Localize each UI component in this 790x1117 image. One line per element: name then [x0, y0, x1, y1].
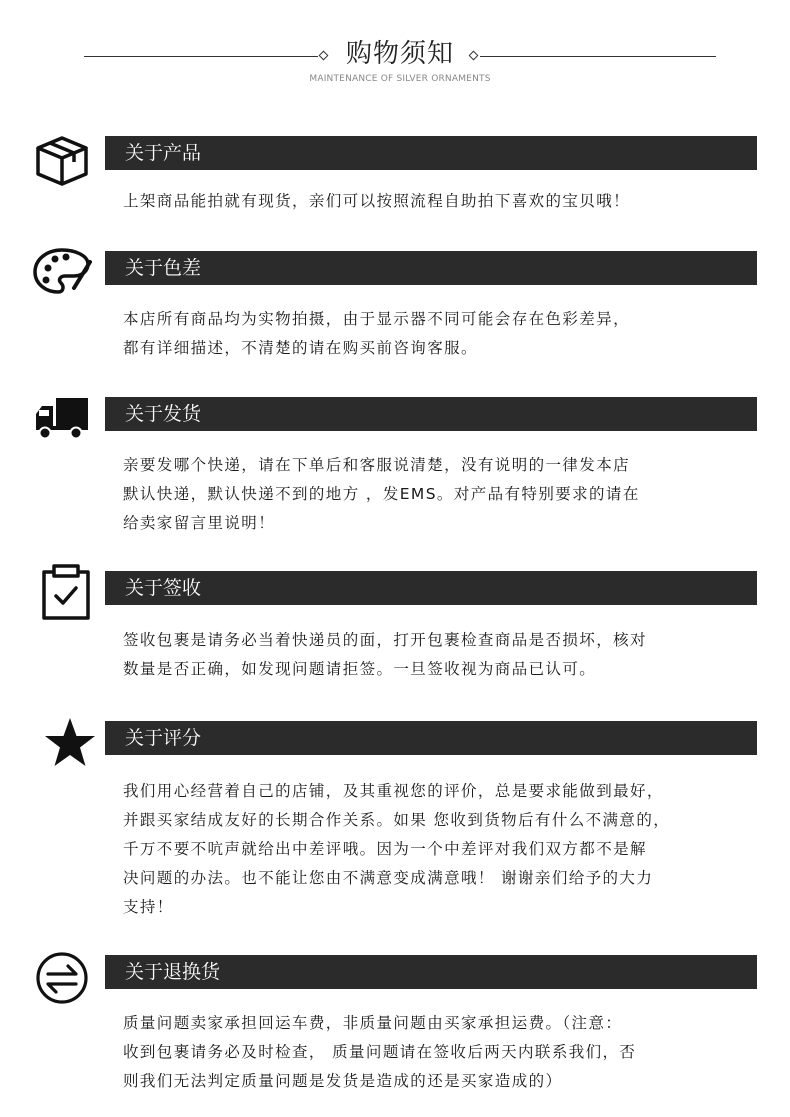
body-line: 收到包裹请务必及时检查， 质量问题请在签收后两天内联系我们，否 [123, 1043, 637, 1061]
section-title-bar [105, 397, 757, 431]
section-title-bar [105, 251, 757, 285]
section-body [123, 626, 763, 684]
body-line: 我们用心经营着自己的店铺，及其重视您的评价，总是要求能做到最好， [123, 782, 664, 800]
body-line: 则我们无法判定质量问题是发货是造成的还是买家造成的） [123, 1072, 563, 1090]
header-divider-right [480, 56, 716, 57]
section-title: 关于产品 [125, 142, 202, 164]
palette-icon [30, 240, 94, 304]
box-icon [30, 128, 94, 192]
star-icon [38, 710, 102, 774]
body-line: 千万不要不吭声就给出中差评哦。因为一个中差评对我们双方都不是解 [123, 840, 647, 858]
section-title-bar [105, 571, 757, 605]
clipboard-check-icon [30, 562, 94, 626]
section-title-bar [105, 955, 757, 989]
body-line: 都有详细描述，不清楚的请在购买前咨询客服。 [123, 339, 478, 357]
truck-icon [30, 384, 94, 448]
section-title: 关于签收 [125, 577, 202, 599]
section-title: 关于发货 [125, 403, 202, 425]
section-body [123, 451, 763, 538]
diamond-left-icon [319, 51, 329, 61]
body-line: 默认快递，默认快递不到的地方 ，发EMS。对产品有特别要求的请在 [123, 485, 640, 503]
exchange-icon [30, 946, 94, 1010]
section-title-bar [105, 136, 757, 170]
diamond-right-icon [469, 51, 479, 61]
section-title: 关于退换货 [125, 961, 221, 983]
header-divider-left [84, 56, 318, 57]
body-line: 本店所有商品均为实物拍摄，由于显示器不同可能会存在色彩差异， [123, 310, 631, 328]
page-header [0, 0, 790, 100]
section-body [123, 187, 763, 216]
body-line: 并跟买家结成友好的长期合作关系。如果 您收到货物后有什么不满意的， [123, 811, 671, 829]
body-line: 亲要发哪个快递，请在下单后和客服说清楚，没有说明的一律发本店 [123, 456, 631, 474]
section-title-bar [105, 721, 757, 755]
body-line: 数量是否正确，如发现问题请拒签。一旦签收视为商品已认可。 [123, 660, 597, 678]
body-line: 支持！ [123, 898, 174, 916]
section-body [123, 305, 763, 363]
section-title: 关于色差 [125, 257, 202, 279]
section-title: 关于评分 [125, 727, 202, 749]
body-line: 给卖家留言里说明！ [123, 514, 276, 532]
section-body [123, 1009, 763, 1096]
body-line: 上架商品能拍就有现货，亲们可以按照流程自助拍下喜欢的宝贝哦！ [123, 192, 631, 210]
body-line: 决问题的办法。也不能让您由不满意变成满意哦！ 谢谢亲们给予的大力 [123, 869, 654, 887]
body-line: 签收包裹是请务必当着快递员的面，打开包裹检查商品是否损坏，核对 [123, 631, 647, 649]
body-line: 质量问题卖家承担回运车费，非质量问题由买家承担运费。（注意： [123, 1014, 623, 1032]
page-subtitle: MAINTENANCE OF SILVER ORNAMENTS [309, 74, 491, 84]
page-title: 购物须知 [345, 39, 454, 69]
section-body [123, 777, 763, 922]
